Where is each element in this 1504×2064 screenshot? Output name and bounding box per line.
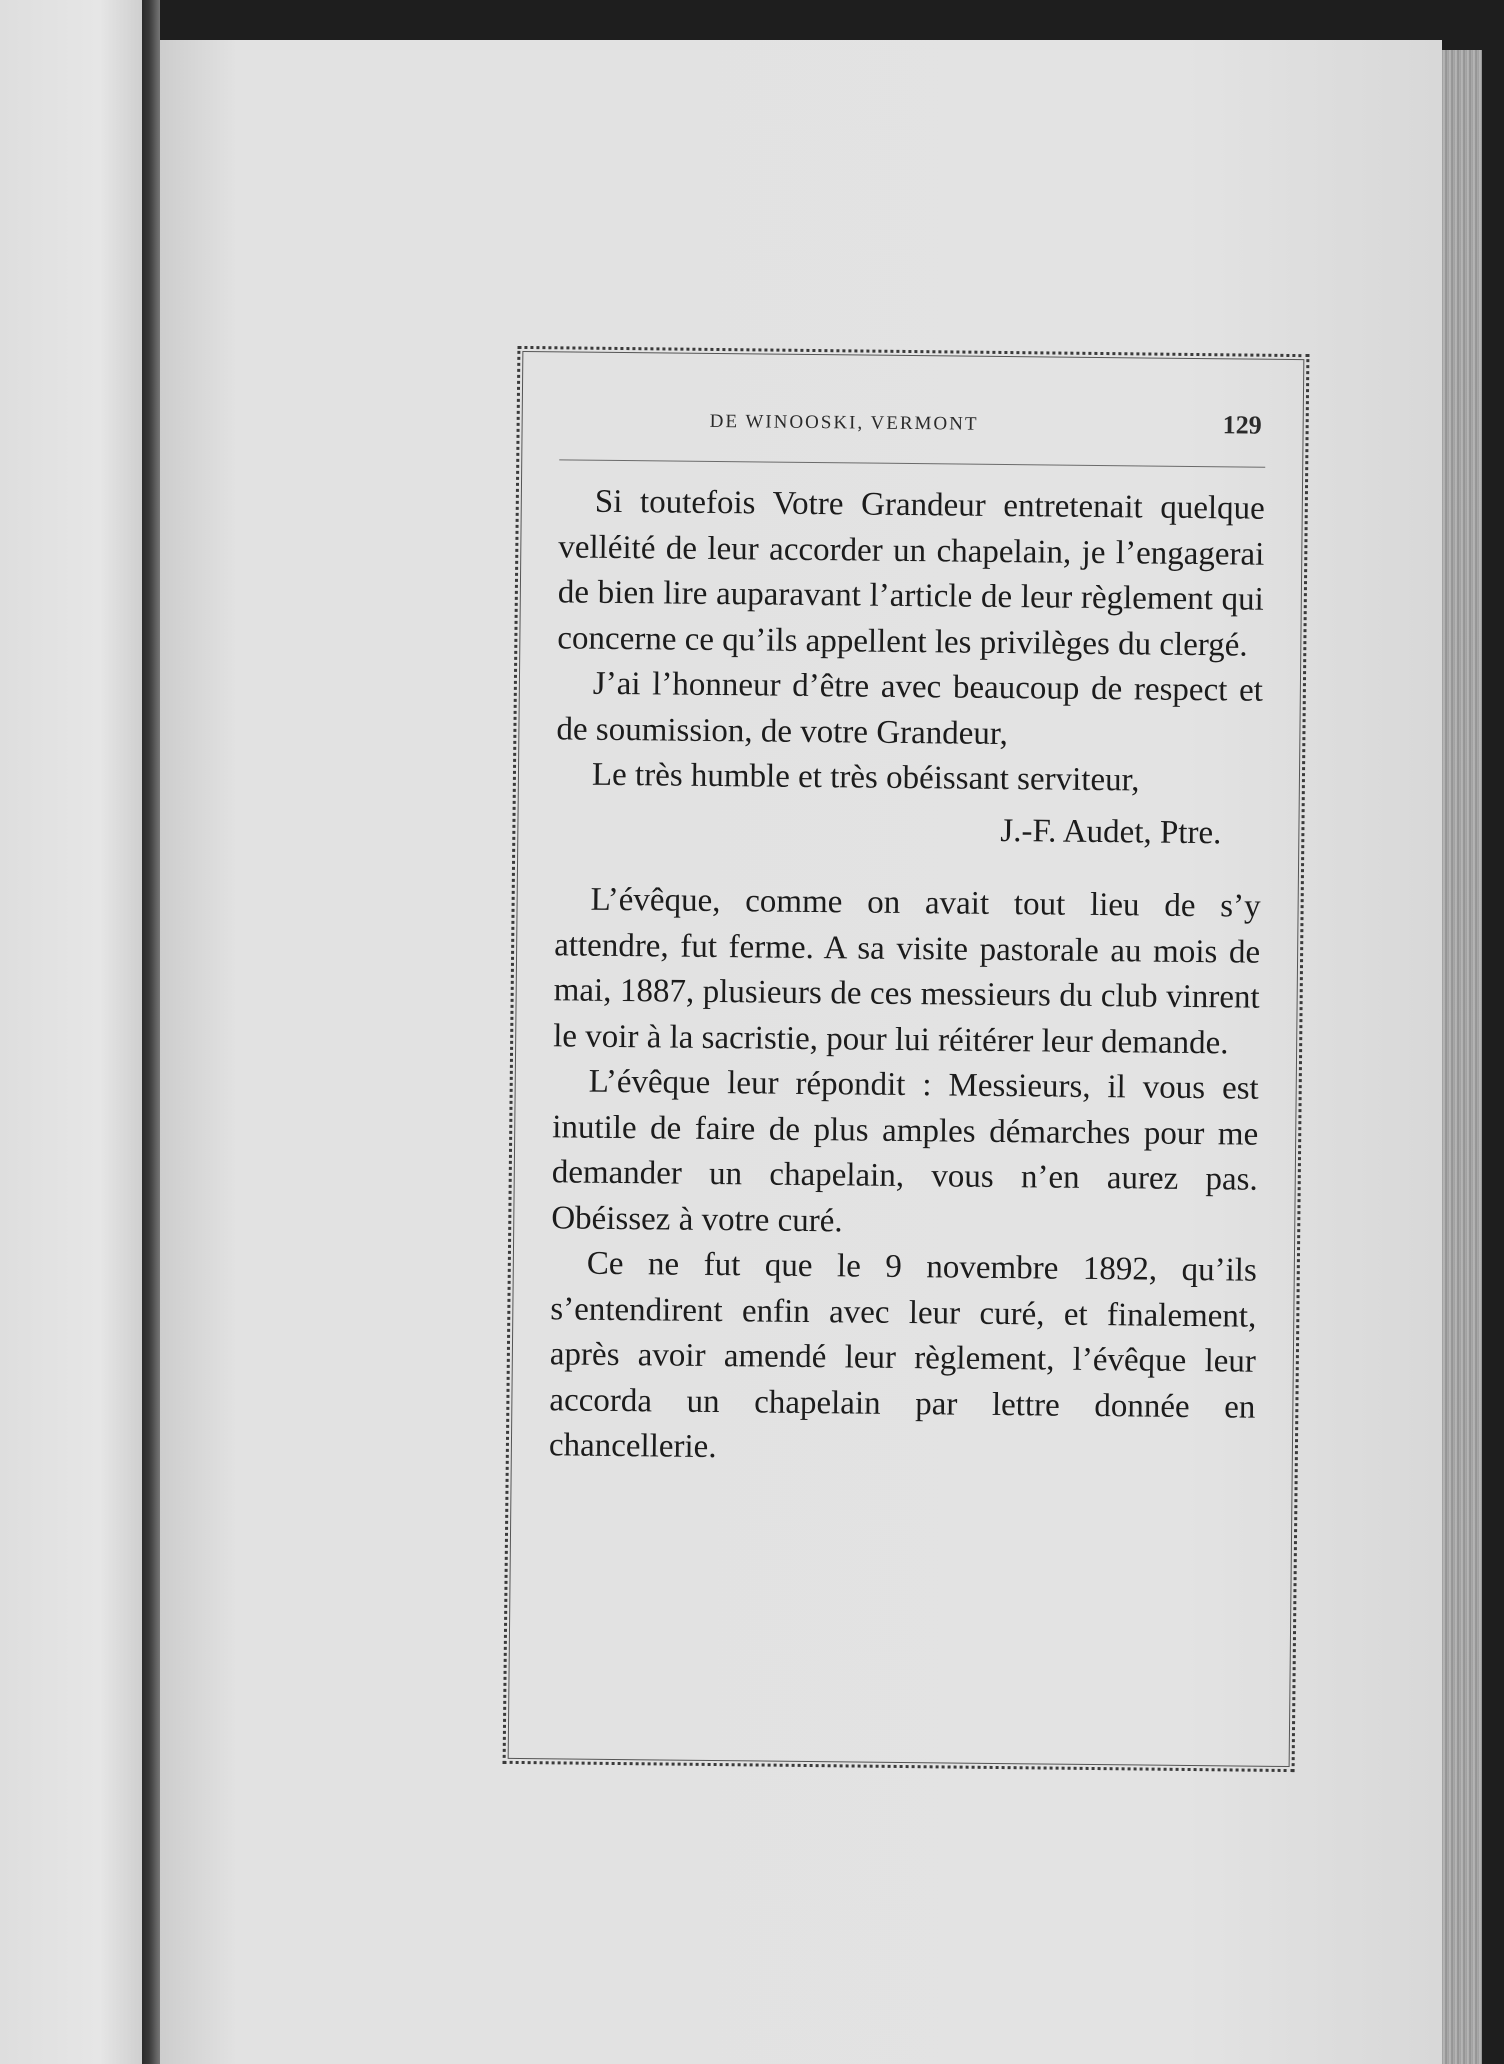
body-text xyxy=(549,479,1265,1476)
book-gutter xyxy=(142,0,160,2064)
header-rule xyxy=(559,459,1265,467)
paragraph: Si toutefois Votre Grandeur entretenait quelque velléité de leur accorder un chapelain, je l’engagerai de bien lire auparavant l’article de leur règlement qui concerne ce qu’ils appellent les privilèges du clergé. xyxy=(557,483,1265,664)
page-header xyxy=(559,401,1265,448)
paragraph: L’évêque, comme on avait tout lieu de s’y attendre, fut ferme. A sa visite pastorale au mois de mai, 1887, plusieurs de ces messieurs du club vinrent le voir à la sacristie, pour lui réitérer leur demande. xyxy=(553,881,1261,1061)
page-stack-edge xyxy=(1442,50,1482,2064)
page-number: 129 xyxy=(1222,410,1262,440)
book-page xyxy=(160,40,1442,2064)
signature: J.-F. Audet, Ptre. xyxy=(1000,812,1222,851)
paragraph: Ce ne fut que le 9 novembre 1892, qu’ils s’entendirent enfin avec leur curé, et finalement, après avoir amendé leur règlement, l’évêque leur accorda un chapelain par lettre donnée en chancellerie. xyxy=(548,1245,1257,1466)
closing-salutation: Le très humble et très obéissant serviteur, xyxy=(591,756,1140,799)
paragraph: L’évêque leur répondit : Messieurs, il vous est inutile de faire de plus amples démarches pour me demander un chapelain, vous n’en aurez pas. Obéissez à votre curé. xyxy=(551,1063,1259,1239)
paragraph: J’ai l’honneur d’être avec beaucoup de respect et de soumission, de votre Grandeur, xyxy=(556,665,1264,752)
text-frame-border xyxy=(503,346,1310,1772)
running-title: DE WINOOSKI, VERMONT xyxy=(709,410,979,435)
left-page-edge xyxy=(0,0,142,2064)
